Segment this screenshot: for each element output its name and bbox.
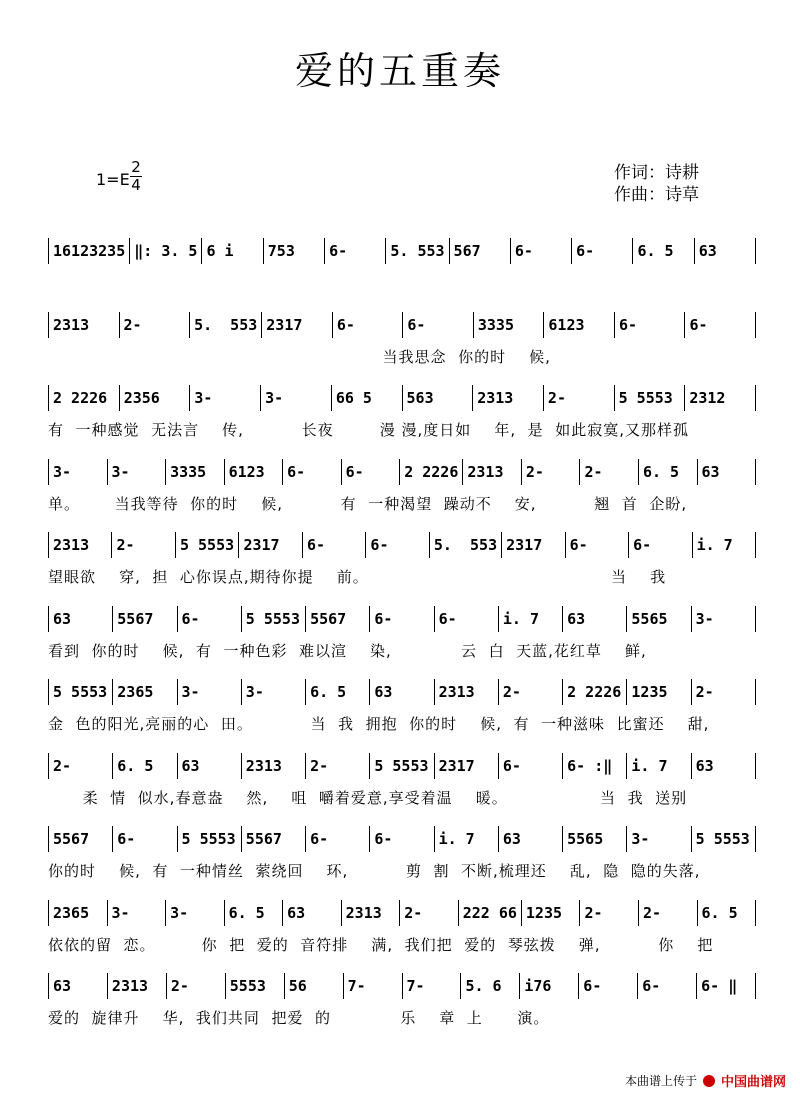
measure: 6- (117, 830, 136, 848)
measure: 63 (53, 609, 72, 628)
measure: 6123 (548, 315, 585, 334)
notes-line (48, 971, 756, 1001)
measure: 5567 (310, 609, 347, 628)
measure: 5. 553 (194, 315, 258, 334)
measure: 6- (583, 977, 602, 995)
notes-line (48, 824, 756, 854)
notes-line (48, 457, 756, 487)
measure: 6- (514, 242, 533, 260)
lyrics-line: 依依的留 恋。 你 把 爱的 音符排 满, 我们把 爱的 琴弦拨 弹, 你 把 (48, 935, 714, 954)
measure: 3- (181, 683, 200, 701)
measure: i. 7 (631, 756, 668, 775)
measure: 2313 (467, 462, 504, 481)
measure: 7- (406, 977, 425, 995)
measure: 5. 6 (465, 977, 502, 995)
measure: 63 (374, 683, 393, 701)
measure: 5567 (117, 609, 154, 628)
measure: 5567 (245, 830, 282, 848)
measure: 5565 (631, 609, 668, 628)
measure: 5 5553 (179, 536, 235, 554)
measure: 6- (569, 536, 588, 554)
measure: 6. 5 (701, 903, 738, 922)
measure: 5. 553 (390, 242, 445, 260)
notes-line (48, 236, 756, 266)
measure: 6- (618, 315, 637, 334)
measure: 16123235 (53, 242, 126, 260)
measure: 6- (370, 536, 389, 554)
notes-line (48, 383, 756, 413)
measure: 3- (631, 830, 650, 848)
measure: 2313 (345, 903, 382, 922)
measure: 6- (576, 242, 595, 260)
measure: i. 7 (438, 830, 475, 848)
measure: 63 (181, 756, 200, 775)
measure: 2312 (689, 389, 726, 407)
measure: 63 (567, 609, 586, 628)
measure: 6. 5 (228, 903, 265, 922)
measure: 2- (310, 756, 329, 775)
measure: 5565 (567, 830, 604, 848)
measure: 6- (336, 315, 355, 334)
measure: i. 7 (696, 536, 733, 554)
score-row (48, 236, 756, 310)
measure: 2- (502, 683, 521, 701)
song-title: 爱的五重奏 (294, 49, 505, 93)
score-row (48, 530, 756, 604)
lyrics-line: 有 一种感觉 无法言 传, 长夜 漫 漫,度日如 年, 是 如此寂寞,又那样孤 (48, 421, 689, 439)
measure: 63 (698, 242, 717, 260)
measure: 6- (329, 242, 348, 260)
measure: 6- (689, 315, 708, 334)
measure: 7- (347, 977, 366, 995)
measure: 2- (116, 536, 135, 554)
measure: 63 (53, 977, 72, 995)
measure: 5. 553 (433, 536, 498, 554)
lyrics-line: 当我思念 你的时 候, (48, 347, 551, 366)
measure: 2- (642, 903, 662, 922)
measure: i. 7 (502, 609, 539, 628)
lyrics-line: 爱的 旋律升 华, 我们共同 把爱 的 乐 章 上 演。 (48, 1009, 550, 1027)
measure: 2- (584, 462, 603, 481)
score-row (48, 677, 756, 751)
measure: 2 2226 (404, 462, 459, 481)
measure: 5 5553 (374, 756, 429, 775)
measure: 6123 (228, 462, 265, 481)
measure: 6. 5 (637, 242, 674, 260)
measure: 6- (502, 756, 521, 775)
measure: 2317 (266, 315, 303, 334)
lyrics-line: 柔 情 似水,春意盎 然, 咀 嚼着爱意,享受着温 暖。 当 我 送别 (48, 788, 688, 807)
notes-line (48, 677, 756, 707)
lyrics-line: 金 色的阳光,亮丽的心 田。 当 我 拥抱 你的时 候, 有 一种滋味 比蜜还 甜, (48, 715, 710, 733)
measure: 6. 5 (117, 756, 154, 775)
measure: 2 2226 (53, 389, 108, 407)
lyrics-line: 看到 你的时 候, 有 一种色彩 难以渲 染, 云 白 天蓝,花红草 鲜, (48, 641, 647, 660)
measure: 567 (453, 242, 481, 260)
measure: 63 (701, 462, 720, 481)
measure: 2- (695, 683, 714, 701)
measure: 2- (525, 462, 544, 481)
measure: 5567 (53, 830, 90, 848)
score-row (48, 751, 756, 825)
score-row (48, 898, 756, 972)
measure: 2313 (53, 536, 90, 554)
measure: 3- (265, 389, 284, 407)
measure: 2313 (438, 683, 475, 701)
score-row (48, 383, 756, 457)
footer-text: 本曲谱上传于 (624, 1074, 697, 1088)
measure: 5 5553 (695, 830, 750, 848)
measure: 2- (123, 315, 142, 334)
measure: 5 5553 (181, 830, 236, 848)
measure: 2- (547, 389, 566, 407)
measure: 63 (695, 756, 714, 775)
measure: 6- (374, 609, 393, 628)
measure: 63 (287, 903, 306, 922)
measure: 6- (642, 977, 661, 995)
score-row (48, 310, 756, 384)
measure: 3- (53, 462, 72, 481)
measure: 5553 (229, 977, 266, 995)
measure: 5 5553 (53, 683, 108, 701)
measure: 3- (245, 683, 264, 701)
measure: 1235 (631, 683, 668, 701)
score-row (48, 824, 756, 898)
measure: 6. 5 (642, 462, 680, 481)
measure: 2313 (477, 389, 514, 407)
measure: 2317 (506, 536, 543, 554)
measure: 3- (111, 903, 130, 922)
score-row (48, 604, 756, 678)
measure: 3- (111, 462, 130, 481)
measure: 2313 (245, 756, 282, 775)
measure: 6- (310, 830, 329, 848)
site-logo-icon (703, 1075, 715, 1087)
measure: 2- (584, 903, 603, 922)
site-name: 中国曲谱网 (720, 1075, 786, 1090)
measure: 2356 (123, 389, 160, 407)
measure: 2317 (243, 536, 280, 554)
measure: 2317 (438, 756, 475, 775)
measure: 6- (181, 609, 200, 628)
notes-line (48, 530, 756, 560)
measure: 6- (633, 536, 652, 554)
lyricist: 作词：诗耕 (614, 163, 699, 183)
measure: 6- (407, 315, 426, 334)
measure: 6- ‖ (701, 977, 738, 995)
credits (614, 162, 699, 206)
measure: 3335 (477, 315, 514, 334)
measure: 3- (695, 609, 714, 628)
measure: i76 (524, 977, 552, 995)
measure: 2 2226 (567, 683, 622, 701)
measure: 3- (194, 389, 213, 407)
measure: 6- (374, 830, 393, 848)
measure: 56 (288, 977, 307, 995)
measure: 6- :‖ (567, 756, 613, 775)
notes-line (48, 898, 756, 928)
lyrics-line: 单。 当我等待 你的时 候, 有 一种渴望 躁动不 安, 翘 首 企盼, (48, 494, 688, 513)
measure: 2313 (111, 977, 149, 995)
measure: 2- (404, 903, 423, 922)
composer: 作曲：诗草 (614, 185, 699, 205)
measure: 2365 (117, 683, 154, 701)
key-signature: 1=E (96, 170, 130, 189)
notes-line (48, 751, 756, 781)
measure: 3335 (170, 462, 207, 481)
measure: 66 5 (335, 389, 372, 407)
measure: 63 (502, 830, 521, 848)
lyrics-line: 望眼欲 穿, 担 心你误点,期待你提 前。 当 我 (48, 568, 667, 586)
measure: 6 i (206, 242, 234, 260)
time-signature (130, 160, 142, 193)
time-sig-bottom: 4 (131, 176, 141, 194)
notes-line (48, 310, 756, 340)
measure: 222 66 (462, 903, 517, 922)
measure: 6- (438, 609, 457, 628)
score-row (48, 971, 756, 1045)
measure: 753 (267, 242, 295, 260)
measure: 2313 (53, 315, 90, 334)
measure: 6. 5 (310, 683, 347, 701)
measure: 2365 (53, 903, 90, 922)
lyrics-line: 你的时 候, 有 一种情丝 萦绕回 环, 剪 割 不断,梳理还 乱, 隐 隐的失落, (48, 862, 701, 880)
score-row (48, 457, 756, 531)
measure: 6- (287, 462, 306, 481)
measure: 2- (170, 977, 189, 995)
measure: 5 5553 (618, 389, 673, 407)
measure: 6- (345, 462, 364, 481)
time-sig-top: 2 (131, 158, 141, 176)
measure: 563 (406, 389, 434, 407)
measure: 3- (170, 903, 189, 922)
measure: 1235 (525, 903, 563, 922)
measure: 2- (53, 756, 72, 775)
footer (625, 1071, 786, 1090)
measure: ‖: 3. 5 (134, 242, 198, 260)
measure: 5 5553 (245, 609, 300, 628)
measure: 6- (306, 536, 325, 554)
notes-line (48, 604, 756, 634)
